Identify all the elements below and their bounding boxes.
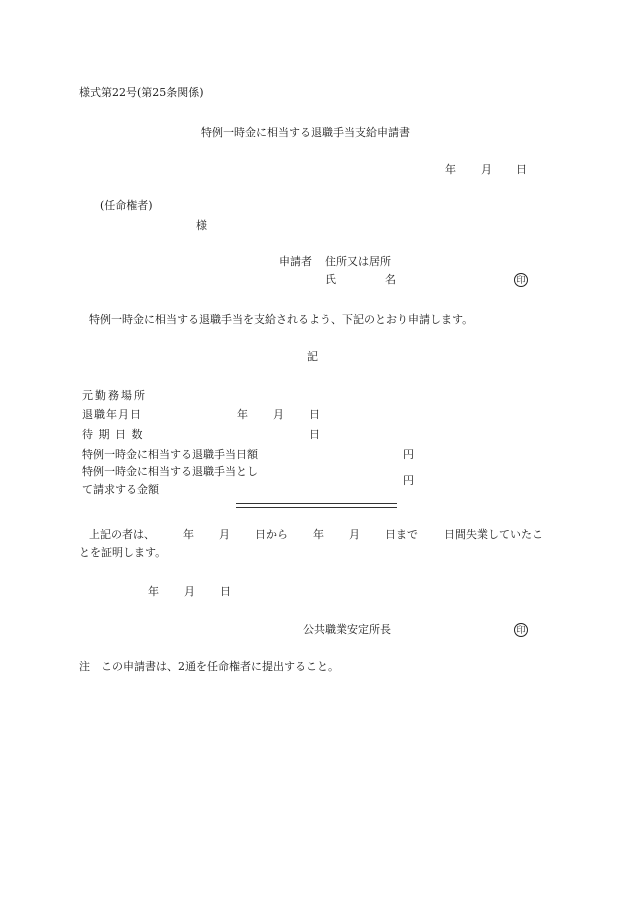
certify-month2: 月 <box>349 528 360 541</box>
ki-label: 記 <box>307 350 318 363</box>
date-top-month: 月 <box>481 163 492 176</box>
form-title: 特例一時金に相当する退職手当支給申請書 <box>201 126 410 139</box>
applicant-seal-icon: 印 <box>514 273 528 287</box>
amount-request-unit: 円 <box>403 474 414 487</box>
waiting-days-label: 待 期 日 数 <box>82 428 144 441</box>
amount-daily-unit: 円 <box>403 448 414 461</box>
office-head-label: 公共職業安定所長 <box>303 623 391 636</box>
appointer-label: (任命権者) <box>100 199 153 212</box>
double-rule-divider <box>236 503 397 508</box>
applicant-name-label-2: 名 <box>385 273 396 286</box>
certify-days-unemployed: 日間失業していたこ <box>444 528 543 541</box>
applicant-label: 申請者 <box>279 255 312 268</box>
amount-daily-label: 特例一時金に相当する退職手当日額 <box>82 448 258 461</box>
certify-day-from: 日から <box>255 528 288 541</box>
applicant-name-label-1: 氏 <box>325 273 336 286</box>
date-bottom-month: 月 <box>184 585 195 598</box>
certify-start: 上記の者は、 <box>89 528 155 541</box>
date-top-year: 年 <box>445 163 456 176</box>
waiting-days-unit: 日 <box>309 428 320 441</box>
note-text: 注 この申請書は、2通を任命権者に提出すること。 <box>79 660 339 673</box>
certify-month: 月 <box>219 528 230 541</box>
form-number: 様式第22号(第25条関係) <box>79 86 204 99</box>
date-bottom-year: 年 <box>148 585 159 598</box>
certify-day-to: 日まで <box>385 528 418 541</box>
date-top-day: 日 <box>516 163 527 176</box>
retirement-day-unit: 日 <box>309 408 320 421</box>
amount-request-label-line1: 特例一時金に相当する退職手当とし <box>82 465 258 478</box>
certify-year2: 年 <box>313 528 324 541</box>
date-bottom-day: 日 <box>220 585 231 598</box>
certify-line2: とを証明します。 <box>79 546 167 559</box>
former-workplace-label: 元勤務場所 <box>82 389 147 402</box>
office-seal-icon: 印 <box>514 623 528 637</box>
retirement-month-unit: 月 <box>273 408 284 421</box>
sama-label: 様 <box>196 219 207 232</box>
retirement-year-unit: 年 <box>237 408 248 421</box>
request-text: 特例一時金に相当する退職手当を支給されるよう、下記のとおり申請します。 <box>89 313 474 326</box>
certify-year: 年 <box>183 528 194 541</box>
amount-request-label-line2: て請求する金額 <box>82 483 159 496</box>
applicant-address-label: 住所又は居所 <box>325 255 391 268</box>
retirement-date-label: 退職年月日 <box>82 408 142 421</box>
